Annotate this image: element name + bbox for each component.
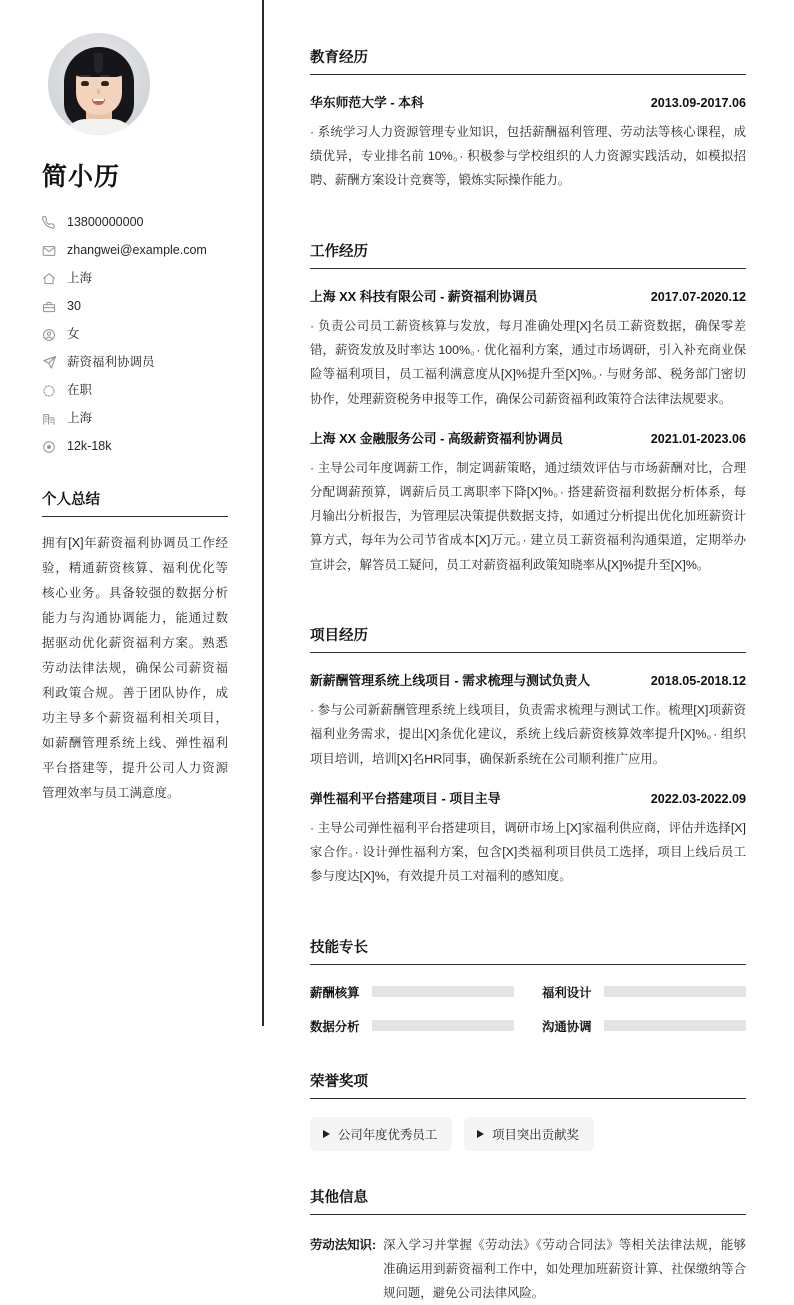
section-title-work: 工作经历 (310, 240, 746, 269)
project-date: 2018.05-2018.12 (650, 674, 746, 689)
spacer (310, 1151, 746, 1174)
contact-value-status: 在职 (67, 383, 93, 397)
contact-value-location: 上海 (67, 271, 93, 285)
skill-label: 沟通协调 (542, 1019, 592, 1034)
honor-chip (310, 1117, 452, 1151)
home-icon (42, 272, 59, 286)
summary-text: 拥有[X]年薪资福利协调员工作经验，精通薪资核算、福利优化等核心业务。具备较强的数据分析能力与沟通协调能力，能通过数据驱动优化薪资福利方案。熟悉劳动法律法规，确保公司薪资福利政策合规。善于团队协作，成功主导多个薪资福利相关项目，如薪酬管理系统上线、弹性福利平台搭建等，提升公司人力资源管理效率与员工满意度。 (42, 536, 228, 800)
contact-item-job-title (42, 355, 228, 370)
other-info-label: 劳动法知识: (310, 1237, 377, 1252)
honors-list (310, 1117, 746, 1151)
avatar-eyebrow-left (80, 75, 90, 77)
work-company-role: 上海 XX 金融服务公司 - 高级薪资福利协调员 (310, 430, 564, 446)
contact-value-city: 上海 (67, 411, 93, 425)
avatar-nose (97, 89, 100, 94)
play-triangle-icon (477, 1130, 484, 1138)
contact-item-city (42, 411, 228, 426)
honor-label: 公司年度优秀员工 (338, 1127, 438, 1142)
sidebar (0, 0, 264, 1026)
spacer (310, 205, 746, 228)
project-description: · 主导公司弹性福利平台搭建项目，调研市场上[X]家福利供应商，评估并选择[X]家合作。· 设计弹性福利方案，包含[X]类福利项目供员工选择，项目上线后员工参与度达[X]%，有效提升员工对福利的感知度。 (310, 820, 746, 884)
honor-label: 项目突出贡献奖 (492, 1127, 579, 1142)
skill-label: 数据分析 (310, 1019, 360, 1034)
skill-label: 薪酬核算 (310, 985, 360, 1000)
avatar-eye-left (81, 81, 89, 86)
contact-list (42, 215, 228, 454)
contact-value-job-title: 薪资福利协调员 (67, 355, 155, 369)
section-title-honors: 荣誉奖项 (310, 1070, 746, 1099)
project-entry (310, 670, 746, 771)
other-info-value: 深入学习并掌握《劳动法》《劳动合同法》等相关法律法规，能够准确运用到薪资福利工作中，如处理加班薪资计算、社保缴纳等合规问题，避免公司法律风险。 (383, 1237, 746, 1301)
section-work (310, 240, 746, 577)
section-honors (310, 1070, 746, 1151)
education-description: · 系统学习人力资源管理专业知识，包括薪酬福利管理、劳动法等核心课程，成绩优异，专业排名前 10%。· 积极参与学校组织的人力资源实践活动，如模拟招聘、薪酬方案设计竞赛等，锻炼实际操作能力。 (310, 125, 746, 188)
entry-header (310, 670, 746, 689)
spacer (310, 1035, 746, 1058)
avatar-eye-right (101, 81, 109, 86)
work-date: 2021.01-2023.06 (650, 431, 746, 446)
contact-value-age: 30 (67, 299, 81, 313)
skill-row (542, 983, 746, 1001)
project-name-role: 弹性福利平台搭建项目 - 项目主导 (310, 790, 501, 806)
contact-item-age (42, 299, 228, 314)
work-company-role: 上海 XX 科技有限公司 - 薪资福利协调员 (310, 289, 538, 305)
target-icon (42, 440, 59, 454)
section-title-other-info: 其他信息 (310, 1186, 746, 1215)
entry-header (310, 428, 746, 447)
education-school: 华东师范大学 - 本科 (310, 95, 424, 111)
project-date: 2022.03-2022.09 (650, 791, 746, 806)
project-name-role: 新薪酬管理系统上线项目 - 需求梳理与测试负责人 (310, 673, 591, 689)
spacer (310, 589, 746, 612)
section-title-skills: 技能专长 (310, 936, 746, 965)
skill-row (310, 983, 514, 1001)
contact-item-phone (42, 215, 228, 230)
other-info-row (310, 1233, 746, 1305)
person-icon (42, 328, 59, 342)
summary-section-title: 个人总结 (42, 488, 228, 517)
phone-icon (42, 216, 59, 230)
envelope-icon (42, 244, 59, 258)
skill-label: 福利设计 (542, 985, 592, 1000)
avatar-eyebrow-right (100, 75, 110, 77)
contact-value-gender: 女 (67, 327, 80, 341)
honor-chip (464, 1117, 594, 1151)
section-projects (310, 624, 746, 888)
section-education (310, 46, 746, 193)
contact-item-salary (42, 439, 228, 454)
section-skills (310, 936, 746, 1035)
entry-header (310, 286, 746, 305)
project-description: · 参与公司新薪酬管理系统上线项目，负责需求梳理与测试工作。梳理[X]项薪资福利业务需求，提出[X]条优化建议，系统上线后薪资核算效率提升[X]%。· 组织项目培训，培训[X]名HR同事，确保新系统在公司顺利推广应用。 (310, 703, 746, 766)
work-date: 2017.07-2020.12 (650, 290, 746, 305)
main-content (264, 0, 794, 1301)
skill-progress-track (372, 986, 514, 997)
avatar-bangs (72, 51, 126, 77)
contact-value-email: zhangwei@example.com (67, 243, 207, 257)
education-date: 2013.09-2017.06 (650, 96, 746, 111)
play-triangle-icon (323, 1130, 330, 1138)
skill-progress-track (604, 986, 746, 997)
refresh-icon (42, 384, 59, 398)
contact-item-gender (42, 327, 228, 342)
contact-value-phone: 13800000000 (67, 215, 144, 229)
project-entry (310, 788, 746, 889)
work-description: · 主导公司年度调薪工作，制定调薪策略，通过绩效评估与市场薪酬对比，合理分配调薪预算，调薪后员工离职率下降[X]%。· 搭建薪资福利数据分析体系，每月输出分析报告，为管理层决策提供数据支持，如通过分析提出优化加班薪资计算方式，每年为公司节省成本[X]万元。· 建立员工薪资福利沟通渠道，定期举办宣讲会，解答员工疑问，员工对薪资福利政策知晓率从[X]%提升至[X]%。 (310, 460, 746, 572)
section-other-info (310, 1186, 746, 1305)
avatar (48, 33, 150, 135)
building-icon (42, 412, 59, 426)
contact-item-email (42, 243, 228, 258)
contact-value-salary: 12k-18k (67, 439, 112, 453)
entry-header (310, 92, 746, 111)
contact-item-status (42, 383, 228, 398)
spacer (310, 901, 746, 924)
work-entry (310, 286, 746, 411)
education-entry (310, 92, 746, 193)
section-title-education: 教育经历 (310, 46, 746, 75)
rocket-icon (42, 356, 59, 370)
skills-grid (310, 983, 746, 1035)
work-entry (310, 428, 746, 577)
entry-header (310, 788, 746, 807)
section-title-projects: 项目经历 (310, 624, 746, 653)
candidate-name: 简小历 (42, 163, 121, 191)
work-description: · 负责公司员工薪资核算与发放，每月准确处理[X]名员工薪资数据，确保零差错，薪资发放及时率达 100%。· 优化福利方案，通过市场调研，引入补充商业保险等福利项目，员工福利满意度从[X]%提升至[X]%。· 与财务部、税务部门密切协作，处理薪资税务申报等工作，确保公司薪资福利政策符合法律法规要求。 (310, 319, 746, 406)
contact-item-location (42, 271, 228, 286)
briefcase-icon (42, 300, 59, 314)
